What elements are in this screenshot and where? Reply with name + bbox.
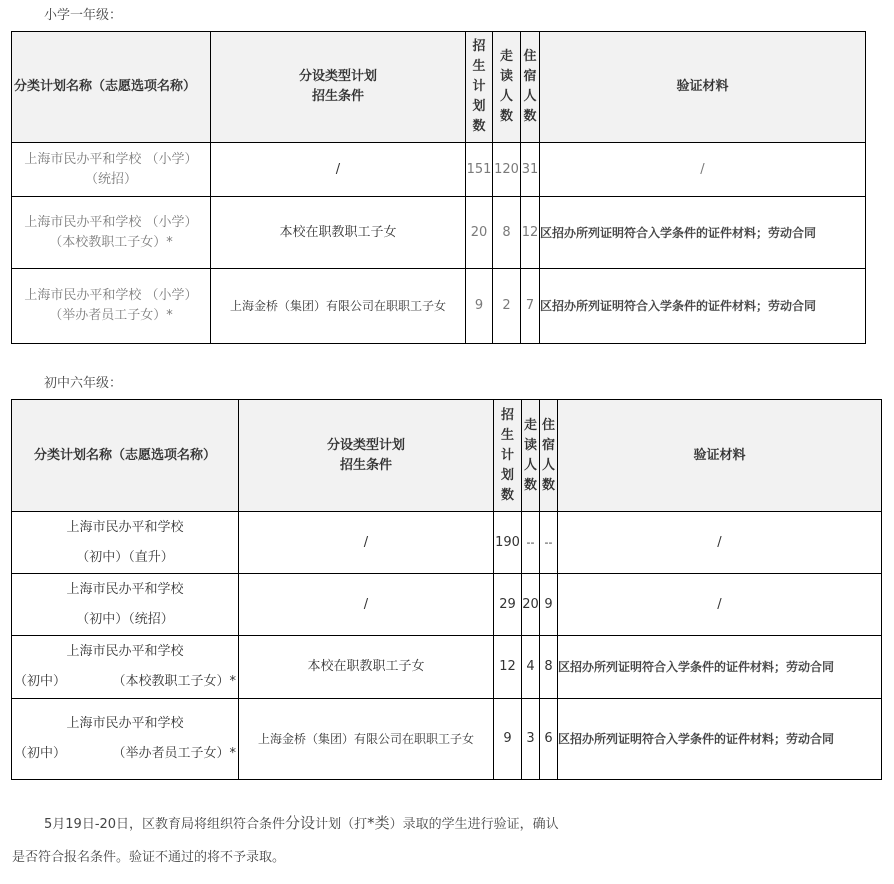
row-material: 区招办所列证明符合入学条件的证件材料；劳动合同 xyxy=(558,636,882,699)
table-row xyxy=(12,197,866,269)
header-material: 验证材料 xyxy=(558,400,882,512)
row-name xyxy=(12,512,239,574)
row-material: 区招办所列证明符合入学条件的证件材料；劳动合同 xyxy=(540,197,866,269)
row-name-line2 xyxy=(12,667,238,697)
junior-header-row xyxy=(12,400,882,512)
header-plan xyxy=(466,32,493,143)
footer-text-3: 计划（打 xyxy=(315,817,368,832)
row-plan: 9 xyxy=(494,699,522,780)
row-name-line2-a: （初中） xyxy=(14,674,67,689)
row-name-line2-b: （本校教职工子女）* xyxy=(112,674,236,689)
junior-heading: 初中六年级： xyxy=(44,376,123,391)
header-name: 分类计划名称（志愿选项名称） xyxy=(12,32,211,143)
header-walk xyxy=(493,32,521,143)
row-name-line2: （初中）（统招） xyxy=(76,611,174,627)
header-condition-line2: 招生条件 xyxy=(339,457,392,473)
row-walk: -- xyxy=(522,512,540,574)
row-name-line1: 上海市民办平和学校 xyxy=(66,519,184,535)
row-plan: 151 xyxy=(466,143,493,197)
row-walk: 2 xyxy=(493,269,521,344)
row-name xyxy=(12,636,239,699)
row-board: 9 xyxy=(540,574,558,636)
row-plan: 20 xyxy=(466,197,493,269)
row-board: -- xyxy=(540,512,558,574)
row-walk: 20 xyxy=(522,574,540,636)
table-row xyxy=(12,143,866,197)
row-board: 12 xyxy=(521,197,540,269)
row-name-line2-b: （举办者员工子女）* xyxy=(112,746,236,761)
primary-header-row xyxy=(12,32,866,143)
row-name-line1: 上海市民办平和学校 xyxy=(66,644,184,659)
header-plan xyxy=(494,400,522,512)
row-material: / xyxy=(540,143,866,197)
row-plan: 190 xyxy=(494,512,522,574)
header-plan-text: 招生计划数 xyxy=(500,407,514,503)
header-plan-text: 招生计划数 xyxy=(472,39,486,134)
table-row xyxy=(12,512,882,574)
row-name xyxy=(12,574,239,636)
row-plan: 29 xyxy=(494,574,522,636)
row-name: 上海市民办平和学校 （小学） （本校教职工子女）* xyxy=(12,197,211,269)
row-name-line1: 上海市民办平和学校 xyxy=(66,581,184,597)
row-name-line1: 上海市民办平和学校 xyxy=(66,716,184,731)
row-name: 上海市民办平和学校 （小学） （举办者员工子女）* xyxy=(12,269,211,344)
row-condition: / xyxy=(211,143,466,197)
row-condition: / xyxy=(239,512,494,574)
row-walk: 8 xyxy=(493,197,521,269)
footer-line1 xyxy=(12,813,559,835)
row-walk: 3 xyxy=(522,699,540,780)
table-row xyxy=(12,636,882,699)
row-material: / xyxy=(558,512,882,574)
footer-line2: 是否符合报名条件。验证不通过的将不予录取。 xyxy=(12,850,286,865)
row-condition: 本校在职教职工子女 xyxy=(211,197,466,269)
row-board: 7 xyxy=(521,269,540,344)
header-name: 分类计划名称（志愿选项名称） xyxy=(12,400,239,512)
row-material: 区招办所列证明符合入学条件的证件材料；劳动合同 xyxy=(540,269,866,344)
row-name xyxy=(12,699,239,780)
row-name-line2: （初中）（直升） xyxy=(76,549,174,565)
footer-text-4: *类 xyxy=(367,814,390,832)
header-walk-text: 走读人数 xyxy=(523,417,537,493)
header-board xyxy=(521,32,540,143)
header-walk xyxy=(522,400,540,512)
table-row xyxy=(12,269,866,344)
table-row xyxy=(12,699,882,780)
row-condition: / xyxy=(239,574,494,636)
header-board-text: 住宿人数 xyxy=(523,49,537,124)
row-name-line2-a: （初中） xyxy=(14,746,67,761)
row-plan: 9 xyxy=(466,269,493,344)
primary-table xyxy=(11,31,866,344)
header-condition xyxy=(239,400,494,512)
row-condition: 上海金桥（集团）有限公司在职职工子女 xyxy=(239,699,494,780)
row-condition: 本校在职教职工子女 xyxy=(239,636,494,699)
row-material: 区招办所列证明符合入学条件的证件材料；劳动合同 xyxy=(558,699,882,780)
row-board: 8 xyxy=(540,636,558,699)
row-name-line2 xyxy=(12,739,238,769)
footer-text-1: 5月19日-20日，区教育局将组织符合条件 xyxy=(44,817,286,832)
header-condition-line2: 招生条件 xyxy=(311,89,364,104)
header-material: 验证材料 xyxy=(540,32,866,143)
row-walk: 4 xyxy=(522,636,540,699)
table-row xyxy=(12,574,882,636)
row-board: 31 xyxy=(521,143,540,197)
row-name: 上海市民办平和学校 （小学）（统招） xyxy=(12,143,211,197)
header-condition-line1: 分设类型计划 xyxy=(298,69,377,84)
row-board: 6 xyxy=(540,699,558,780)
row-plan: 12 xyxy=(494,636,522,699)
footer-text-5: ）录取的学生进行验证，确认 xyxy=(389,817,559,832)
row-material: / xyxy=(558,574,882,636)
header-walk-text: 走读人数 xyxy=(499,49,513,124)
footer-text-2: 分设 xyxy=(285,814,316,832)
header-condition-line1: 分设类型计划 xyxy=(326,437,405,453)
junior-table xyxy=(11,399,882,780)
header-board xyxy=(540,400,558,512)
header-board-text: 住宿人数 xyxy=(541,417,555,493)
primary-heading: 小学一年级： xyxy=(44,8,123,23)
row-condition: 上海金桥（集团）有限公司在职职工子女 xyxy=(211,269,466,344)
row-walk: 120 xyxy=(493,143,521,197)
header-condition xyxy=(211,32,466,143)
